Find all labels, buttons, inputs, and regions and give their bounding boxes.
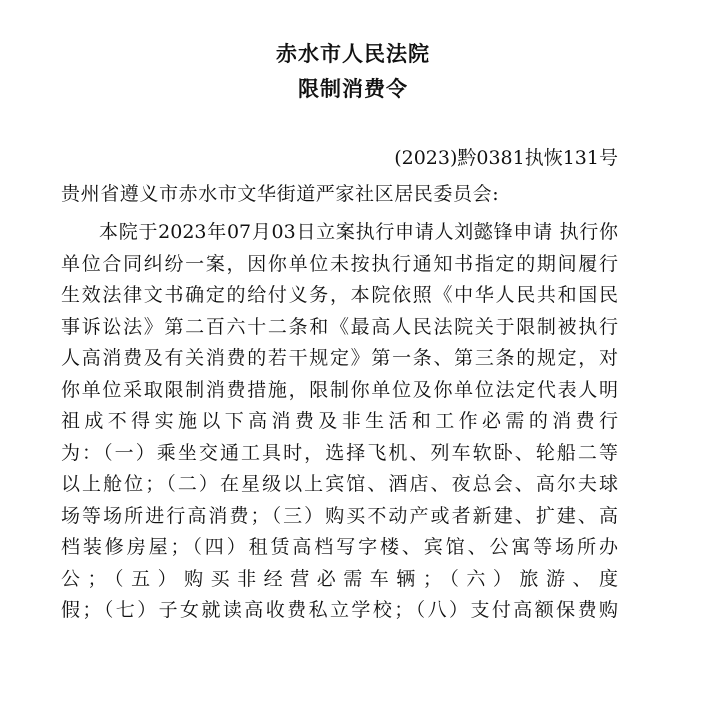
- body-line: 假；（七）子女就读高收费私立学校；（八）支付高额保费购: [61, 599, 618, 621]
- court-name-title: 赤水市人民法院: [276, 42, 430, 66]
- body-line: 祖成不得实施以下高消费及非生活和工作必需的消费行: [61, 410, 618, 432]
- document-number: (2023)黔0381执恢131号: [394, 147, 618, 169]
- body-line: 场等场所进行高消费；（三）购买不动产或者新建、扩建、高: [61, 504, 618, 527]
- body-line: 本院于2023年07月03日立案执行申请人刘懿锋申请 执行你: [99, 221, 618, 243]
- body-line: 为：（一）乘坐交通工具时，选择飞机、列车软卧、轮船二等: [61, 441, 618, 464]
- body-text: [61, 217, 618, 627]
- body-line: 单位合同纠纷一案，因你单位未按执行通知书指定的期间履行: [61, 252, 618, 275]
- body-line: 生效法律文书确定的给付义务，本院依照《中华人民共和国民: [61, 284, 618, 306]
- body-line: 人高消费及有关消费的若干规定》第一条、第三条的规定，对: [61, 347, 618, 369]
- body-line: 档装修房屋；（四）租赁高档写字楼、宾馆、公寓等场所办: [61, 536, 618, 558]
- document-type-title: 限制消费令: [298, 77, 408, 101]
- body-line: 公；（五）购买非经营必需车辆；（六）旅游、度: [61, 567, 618, 590]
- recipient-line: 贵州省遵义市赤水市文华街道严家社区居民委员会:: [61, 183, 500, 205]
- body-line: 以上舱位；（二）在星级以上宾馆、酒店、夜总会、高尔夫球: [61, 473, 618, 495]
- body-line: 事诉讼法》第二百六十二条和《最高人民法院关于限制被执行: [61, 315, 618, 338]
- body-line: 你单位采取限制消费措施，限制你单位及你单位法定代表人明: [61, 378, 618, 401]
